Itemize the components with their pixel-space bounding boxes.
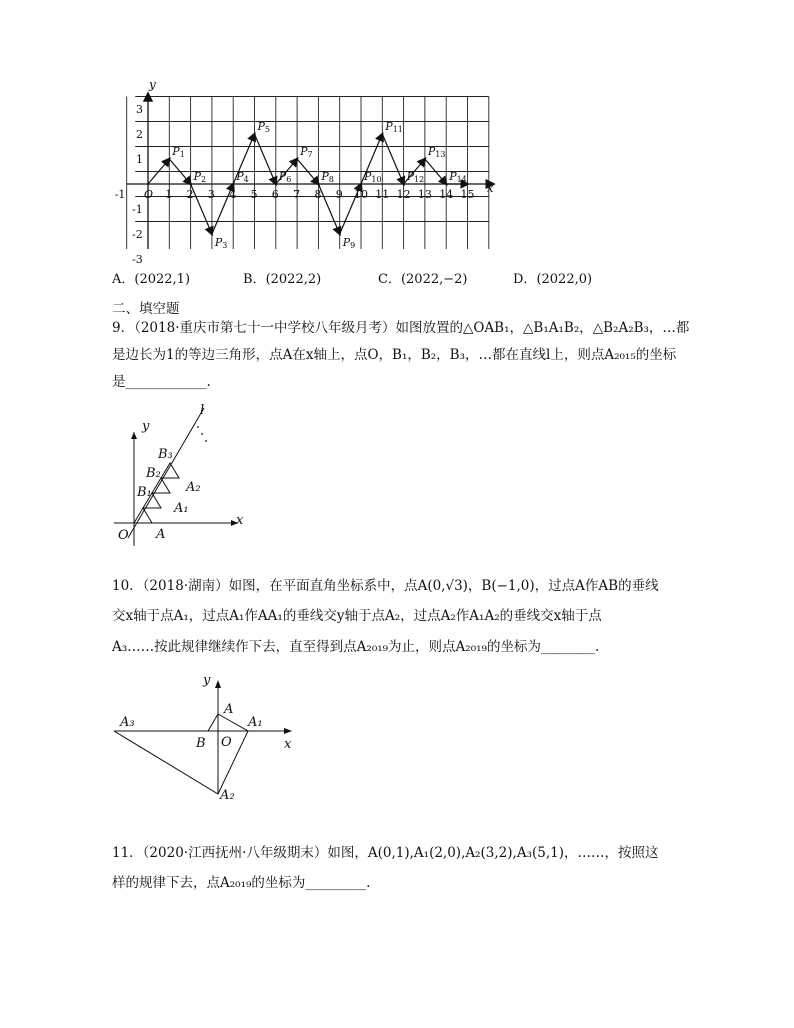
option-b[interactable]: B．(2022,2) <box>243 272 322 287</box>
fig1-x-tick: -1 <box>114 188 126 201</box>
fig1-point-label: P1 <box>172 145 185 159</box>
fig2-label-l: l <box>200 403 205 418</box>
fig1-y-tick: -1 <box>132 203 143 216</box>
q11-line2: 样的规律下去，点A₂₀₁₉的坐标为_________. <box>112 875 371 891</box>
fig1-x-tick: 4 <box>229 188 237 201</box>
fig1-x-label: x <box>486 181 494 195</box>
fig1-point-label: P7 <box>300 145 313 159</box>
fig2-label-a1: A₁ <box>174 501 189 516</box>
fig1-point-label: P4 <box>236 170 249 184</box>
fig1-x-tick: O <box>144 188 154 201</box>
q11-line1: 11．（2020·江西抚州·八年级期末）如图，A(0,1),A₁(2,0),A₂(3,2),A₃(5,1)，……，按照这 <box>112 845 659 861</box>
fig2-label-b1: B₁ <box>137 485 152 500</box>
fig3-label-a3: A₃ <box>120 715 135 730</box>
fig1-point-label: P2 <box>193 170 207 184</box>
fig1-x-tick: 8 <box>314 188 322 201</box>
fig1-x-tick: 12 <box>396 188 411 201</box>
fig1-grid-diagram <box>108 77 508 266</box>
fig1-x-tick: 15 <box>460 188 475 201</box>
fig1-x-tick: 5 <box>250 188 258 201</box>
fig1-x-tick: 14 <box>439 188 454 201</box>
fig1-y-tick: 3 <box>136 103 143 116</box>
fig1-x-tick: 11 <box>375 188 390 201</box>
fig1-point-label: P8 <box>321 170 334 184</box>
fig1-x-tick: 10 <box>354 188 368 201</box>
fig3-label-y: y <box>203 673 211 688</box>
fig2-dots <box>197 426 207 442</box>
path-segment <box>382 134 403 184</box>
section-title: 二、填空题 <box>112 301 180 317</box>
fig2-label-y: y <box>142 419 150 434</box>
fig1-x-tick: 13 <box>417 188 432 201</box>
fig3-label-a: A <box>224 702 234 717</box>
q10-line2: 交x轴于点A₁，过点A₁作AA₁的垂线交y轴于点A₂，过点A₂作A₁A₂的垂线交x轴于点 <box>112 608 602 624</box>
fig1-point-label: P13 <box>427 145 446 159</box>
fig1-y-tick: 2 <box>136 128 143 141</box>
q9-line3: 是____________. <box>112 374 211 390</box>
fig2-label-a2: A₂ <box>186 480 201 495</box>
fig1-y-tick: 1 <box>136 153 143 166</box>
fig2-line-l <box>128 408 204 538</box>
fig1-x-tick: 3 <box>207 188 215 201</box>
option-d[interactable]: D．(2022,0) <box>513 272 593 287</box>
fig3-label-x: x <box>284 737 292 752</box>
fig3-label-o: O <box>221 735 232 750</box>
fig1-point-label: P11 <box>385 120 403 134</box>
q9-line1: 9．（2018·重庆市第七十一中学校八年级月考）如图放置的△OAB₁，△B₁A₁B₂，△B₂A₂B₃，…都 <box>112 320 690 336</box>
option-c[interactable]: C．(2022,−2) <box>378 272 468 287</box>
fig3-label-a2: A₂ <box>220 788 235 803</box>
fig3-label-a1: A₁ <box>248 715 263 730</box>
fig1-point-label: P9 <box>342 236 356 250</box>
fig1-y-tick: -3 <box>132 253 143 266</box>
fig1-x-tick: 1 <box>165 188 173 201</box>
fig1-y-tick: -2 <box>132 228 143 241</box>
q10-line3: A₃……按此规律继续作下去，直至得到点A₂₀₁₉为止，则点A₂₀₁₉的坐标为________. <box>112 639 600 655</box>
fig2-label-a: A <box>156 527 166 542</box>
option-a[interactable]: A．(2022,1) <box>112 272 191 287</box>
fig2-triangle-1 <box>134 508 152 523</box>
fig1-point-label: P6 <box>278 170 292 184</box>
fig1-x-tick: 6 <box>271 188 279 201</box>
fig1-y-label: y <box>149 77 156 92</box>
q9-line2: 是边长为1的等边三角形，点A在x轴上，点O，B₁，B₂，B₃，…都在直线l上，则点A₂₀₁₅的坐标 <box>112 347 677 363</box>
fig1-point-label: P12 <box>406 170 425 184</box>
q10-line1: 10．（2018·湖南）如图，在平面直角坐标系中，点A(0,√3)，B(−1,0)，过点A作AB的垂线 <box>112 578 659 594</box>
fig1-x-tick: 9 <box>335 188 343 201</box>
fig1-x-tick: 2 <box>186 188 194 201</box>
fig1-point-label: P10 <box>364 170 382 184</box>
fig1-point-label: P14 <box>449 170 467 184</box>
fig3-perpendicular-diagram <box>112 668 312 808</box>
fig2-label-x: x <box>236 513 244 528</box>
fig2-label-b3: B₃ <box>158 447 173 462</box>
fig3-label-b: B <box>196 736 206 751</box>
fig2-label-b2: B₂ <box>146 466 161 481</box>
fig1-point-label: P5 <box>257 120 270 134</box>
fig2-triangle-diagram <box>112 398 262 548</box>
fig1-point-label: P3 <box>214 236 228 250</box>
fig1-x-tick: 7 <box>293 188 301 201</box>
fig2-label-o: O <box>118 528 129 543</box>
path-segment <box>255 134 276 184</box>
